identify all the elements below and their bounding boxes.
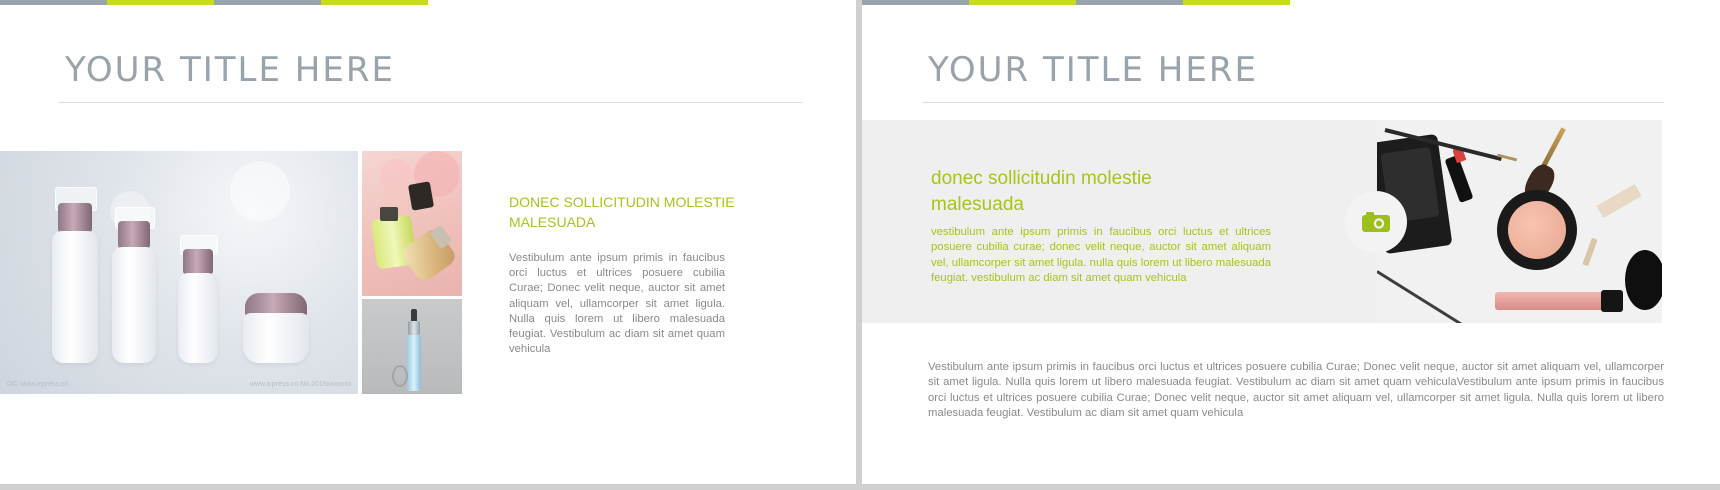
section-heading: DONEC SOLLICITUDIN MOLESTIE MALESUADA [509, 194, 735, 230]
body-paragraph: Vestibulum ante ipsum primis in faucibus orci luctus et ultrices posuere cubilia Curae; Donec velit neque, auctor sit amet aliquam vel, ullamcorper sit amet ligula. Nulla quis lorem ut libero malesuada feugiat. Vestibulum ac diam sit amet quam vehicula [509, 252, 725, 356]
makeup-products-photo [1377, 120, 1662, 323]
highlight-paragraph: vestibulum ante ipsum primis in faucibus orci luctus et ultrices posuere cubilia curae; donec velit neque, auctor sit amet aliquam vel, ullamcorper sit amet ligula. nulla quis lorem ut libero malesuada feugiat. vestibulum ac diam sit amet quam vehicula [931, 226, 1271, 285]
watermark-right: www.icpress.cn No.2015xxxxxxx [250, 381, 352, 388]
slide-1[interactable] [0, 0, 856, 484]
slide-title: YOUR TITLE HERE [928, 50, 1258, 90]
serum-bottle-photo [362, 299, 462, 394]
camera-badge [1345, 191, 1407, 253]
slide-2[interactable] [862, 0, 1720, 484]
section-heading: donec sollicitudin molestie malesuada [931, 168, 1152, 215]
accent-stripes [0, 0, 428, 5]
body-paragraph: Vestibulum ante ipsum primis in faucibus orci luctus et ultrices posuere cubilia Curae; Donec velit neque, auctor sit amet aliquam vel, ullamcorper sit amet ligula. Nulla quis lorem ut libero malesuada feugiat. Vestibulum ac diam sit amet quam vehiculaVestibulum ante ipsum primis in faucibus orci luctus et ultrices posuere cubilia Curae; Donec velit neque, auctor sit amet aliquam vel, ullamcorper sit amet ligula. Nulla quis lorem ut libero malesuada feugiat. Vestibulum ac diam sit amet quam vehicula [928, 361, 1664, 420]
camera-icon [1361, 211, 1391, 233]
accent-stripes [862, 0, 1290, 5]
title-divider [922, 102, 1664, 103]
watermark-left: ©IC www.icpress.cn [6, 381, 69, 388]
slide-title: YOUR TITLE HERE [65, 50, 395, 90]
perfume-bottles-photo [362, 151, 462, 296]
title-divider [58, 102, 802, 103]
skincare-bottles-photo [0, 151, 358, 394]
